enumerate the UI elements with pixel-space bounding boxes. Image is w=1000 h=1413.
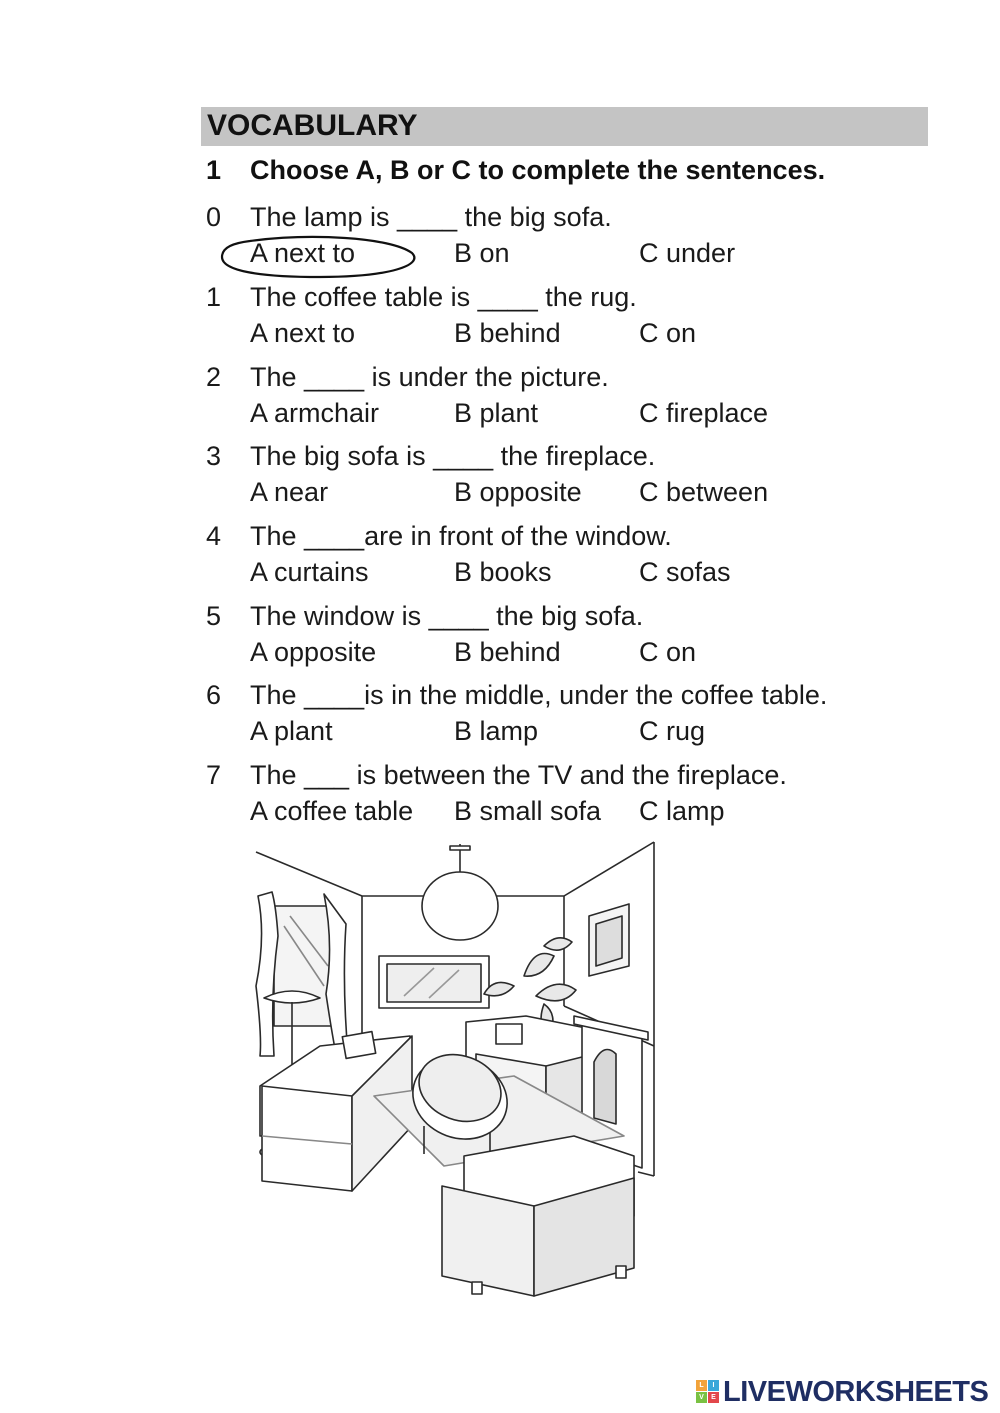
question-number: 4 xyxy=(206,521,222,551)
question-text: The ____ is under the picture. xyxy=(250,362,609,392)
instruction-number: 1 xyxy=(206,155,222,185)
option-b[interactable]: B behind xyxy=(454,318,561,348)
logo-letter-v: V xyxy=(696,1392,707,1403)
question-number: 3 xyxy=(206,441,222,471)
option-a[interactable]: A opposite xyxy=(250,637,377,667)
option-a[interactable]: A curtains xyxy=(250,557,369,587)
option-c[interactable]: C rug xyxy=(639,716,706,746)
section-title: VOCABULARY xyxy=(207,109,418,142)
option-b[interactable]: B behind xyxy=(454,637,561,667)
option-b[interactable]: B lamp xyxy=(454,716,539,746)
question-text: The coffee table is ____ the rug. xyxy=(250,282,637,312)
instruction-text: Choose A, B or C to complete the sentences. xyxy=(250,155,826,185)
window-icon xyxy=(274,906,332,1026)
option-b[interactable]: B on xyxy=(454,238,510,268)
pendant-lamp-icon xyxy=(422,872,498,940)
option-a[interactable]: A armchair xyxy=(250,398,380,428)
option-a[interactable]: A plant xyxy=(250,716,333,746)
question-text: The ____is in the middle, under the coffee table. xyxy=(250,680,828,710)
question-number: 7 xyxy=(206,760,222,790)
liveworksheets-logo[interactable] xyxy=(696,1374,988,1410)
question-text: The window is ____ the big sofa. xyxy=(250,601,644,631)
question-number: 6 xyxy=(206,680,222,710)
option-a[interactable]: A next to xyxy=(250,318,356,348)
instruction xyxy=(206,155,825,186)
option-c[interactable]: C lamp xyxy=(639,796,725,826)
option-c[interactable]: C between xyxy=(639,477,769,507)
question-number: 0 xyxy=(206,202,222,232)
option-c[interactable]: C on xyxy=(639,318,697,348)
living-room-illustration xyxy=(244,836,664,1308)
option-b[interactable]: B small sofa xyxy=(454,796,602,826)
option-c[interactable]: C fireplace xyxy=(639,398,769,428)
logo-letter-l: L xyxy=(696,1380,707,1391)
question-text: The ____are in front of the window. xyxy=(250,521,672,551)
option-c[interactable]: C under xyxy=(639,238,736,268)
curtain-left-icon xyxy=(256,892,278,1056)
option-a[interactable]: A next to xyxy=(250,238,356,268)
question-number: 1 xyxy=(206,282,222,312)
option-c[interactable]: C sofas xyxy=(639,557,731,587)
option-b[interactable]: B plant xyxy=(454,398,539,428)
liveworksheets-logo-icon xyxy=(696,1380,720,1404)
option-c[interactable]: C on xyxy=(639,637,697,667)
brand-text: LIVEWORKSHEETS xyxy=(723,1375,989,1408)
option-b[interactable]: B opposite xyxy=(454,477,582,507)
question-text: The ___ is between the TV and the fireplace. xyxy=(250,760,787,790)
option-a[interactable]: A coffee table xyxy=(250,796,414,826)
section-header-bar xyxy=(201,107,928,146)
option-b[interactable]: B books xyxy=(454,557,552,587)
logo-letter-e: E xyxy=(708,1392,719,1403)
question-number: 2 xyxy=(206,362,222,392)
question-text: The lamp is ____ the big sofa. xyxy=(250,202,612,232)
question-text: The big sofa is ____ the fireplace. xyxy=(250,441,656,471)
option-a[interactable]: A near xyxy=(250,477,329,507)
example-answer-circle xyxy=(220,235,418,279)
question-number: 5 xyxy=(206,601,222,631)
logo-letter-i: I xyxy=(708,1380,719,1391)
